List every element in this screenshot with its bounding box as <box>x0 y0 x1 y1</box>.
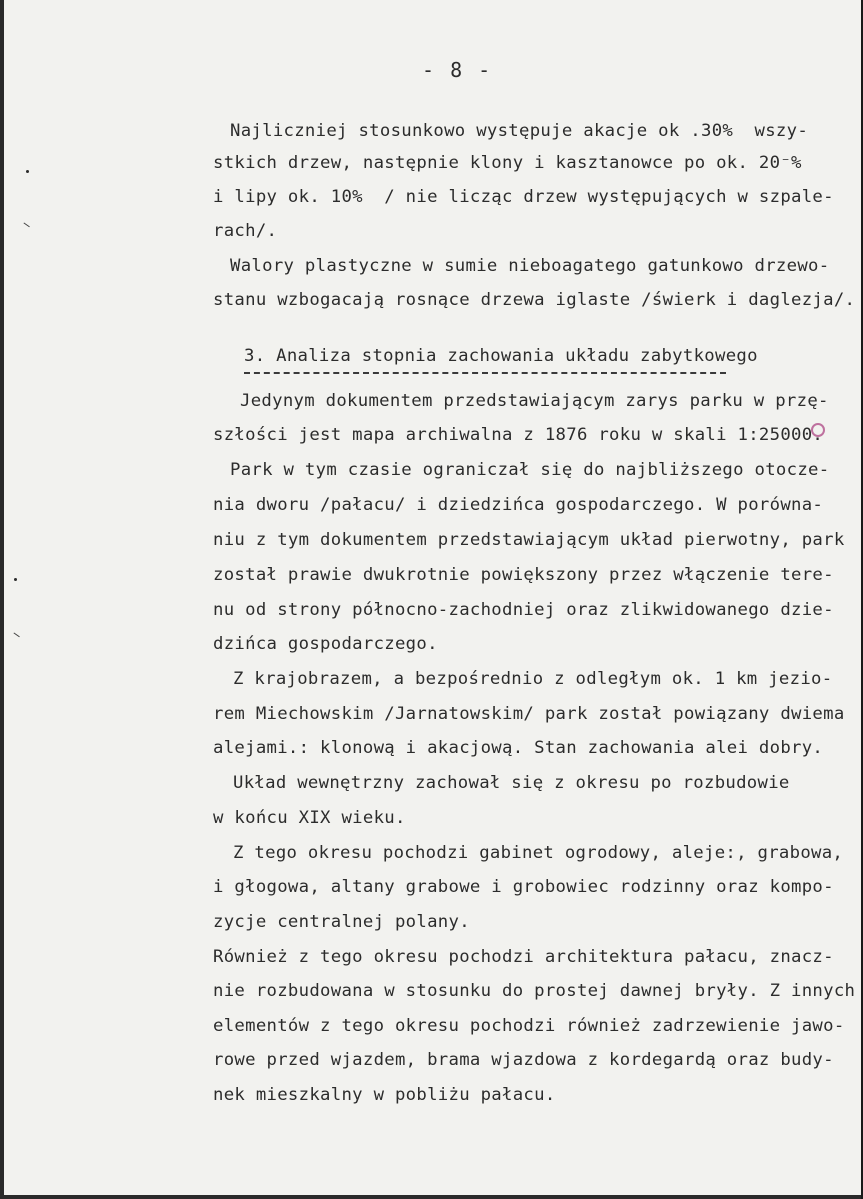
text-line-8: Jedynym dokumentem przedstawiającym zarys parku w przę- <box>240 391 829 411</box>
text-line-17: rem Miechowskim /Jarnatowskim/ park został powiązany dwiema <box>213 704 845 724</box>
text-line-22: i głogowa, altany grabowe i grobowiec rodzinny oraz kompo- <box>213 877 834 897</box>
text-line-15: dzińca gospodarczego. <box>213 634 438 654</box>
page-number: - 8 - <box>422 58 493 82</box>
text-line-25: nie rozbudowana w stosunku do prostej dawnej bryły. Z innych <box>213 981 856 1001</box>
text-line-10: Park w tym czasie ograniczał się do najbliższego otocze- <box>230 460 830 480</box>
text-line-3: i lipy ok. 10% / nie licząc drzew występujących w szpale- <box>213 187 834 207</box>
margin-dot <box>26 170 29 173</box>
text-line-28: nek mieszkalny w pobliżu pałacu. <box>213 1085 556 1105</box>
text-line-20: w końcu XIX wieku. <box>213 808 406 828</box>
section-heading: 3. Analiza stopnia zachowania układu zabytkowego <box>244 346 758 366</box>
text-line-13: został prawie dwukrotnie powiększony przez włączenie tere- <box>213 565 834 585</box>
text-line-16: Z krajobrazem, a bezpośrednio z odległym ok. 1 km jezio- <box>233 669 833 689</box>
text-line-1: Najliczniej stosunkowo występuje akacje ok .30% wszy- <box>230 121 809 141</box>
margin-mark <box>11 632 20 640</box>
text-line-14: nu od strony północno-zachodniej oraz zlikwidowanego dzie- <box>213 600 834 620</box>
text-line-5: Walory plastyczne w sumie nieboagatego gatunkowo drzewo- <box>230 256 830 276</box>
text-line-27: rowe przed wjazdem, brama wjazdowa z kordegardą oraz budy- <box>213 1050 834 1070</box>
text-line-11: nia dworu /pałacu/ i dziedzińca gospodarczego. W porówna- <box>213 495 824 515</box>
text-line-6: stanu wzbogacają rosnące drzewa iglaste /świerk i daglezja/. <box>213 290 856 310</box>
text-line-26: elementów z tego okresu pochodzi również zadrzewienie jawo- <box>213 1016 845 1036</box>
text-line-23: zycje centralnej polany. <box>213 912 470 932</box>
ink-correction-mark <box>811 423 825 437</box>
heading-underline <box>244 372 726 374</box>
margin-mark <box>21 222 30 230</box>
margin-dot <box>14 578 17 581</box>
text-line-2: stkich drzew, następnie klony i kasztanowce po ok. 20⁻% <box>213 153 802 173</box>
text-line-12: niu z tym dokumentem przedstawiającym układ pierwotny, park <box>213 530 845 550</box>
document-page <box>4 0 861 1195</box>
text-line-4: rach/. <box>213 221 278 241</box>
text-line-21: Z tego okresu pochodzi gabinet ogrodowy, aleje:, grabowa, <box>233 843 844 863</box>
text-line-9: szłości jest mapa archiwalna z 1876 roku w skali 1:25000. <box>213 425 824 445</box>
text-line-19: Układ wewnętrzny zachował się z okresu po rozbudowie <box>233 773 790 793</box>
text-line-18: alejami.: klonową i akacjową. Stan zachowania alei dobry. <box>213 738 824 758</box>
text-line-24: Również z tego okresu pochodzi architektura pałacu, znacz- <box>213 947 834 967</box>
